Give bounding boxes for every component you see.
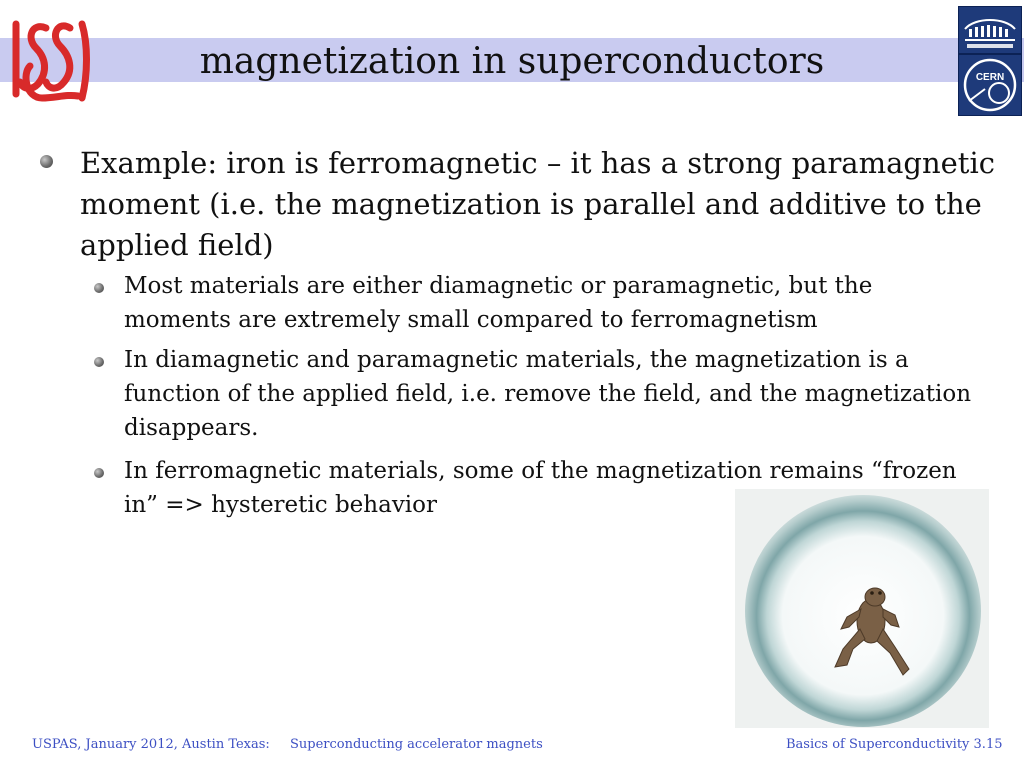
sub-bullet-icon	[94, 283, 104, 293]
berkeley-lab-logo	[958, 6, 1022, 54]
levitating-frog-photo	[735, 489, 989, 728]
sub-bullet-icon	[94, 357, 104, 367]
footer-left: USPAS, January 2012, Austin Texas:	[32, 737, 270, 752]
bullet-icon	[40, 155, 53, 168]
uspas-logo	[8, 14, 92, 106]
svg-text:CERN: CERN	[975, 72, 1005, 83]
footer-right: Basics of Superconductivity 3.15	[786, 737, 1003, 752]
sub-bullet-icon	[94, 468, 104, 478]
footer-center: Superconducting accelerator magnets	[290, 737, 543, 752]
cern-logo	[958, 54, 1022, 116]
slide-title: magnetization in superconductors	[199, 41, 825, 82]
sub-bullet-text: In diamagnetic and paramagnetic materials, the magnetization is a function of the applied field, i.e. remove the field, and the magnetization disappears.	[124, 347, 972, 441]
main-bullet-text: Example: iron is ferromagnetic – it has a strong paramagnetic moment (i.e. the magnetization is parallel and additive to the applied field)	[80, 146, 995, 262]
sub-bullet-text: In ferromagnetic materials, some of the magnetization remains “frozen in” => hysteretic behavior	[124, 458, 957, 518]
sub-bullet-text: Most materials are either diamagnetic or paramagnetic, but the moments are extremely small compared to ferromagnetism	[124, 273, 873, 333]
